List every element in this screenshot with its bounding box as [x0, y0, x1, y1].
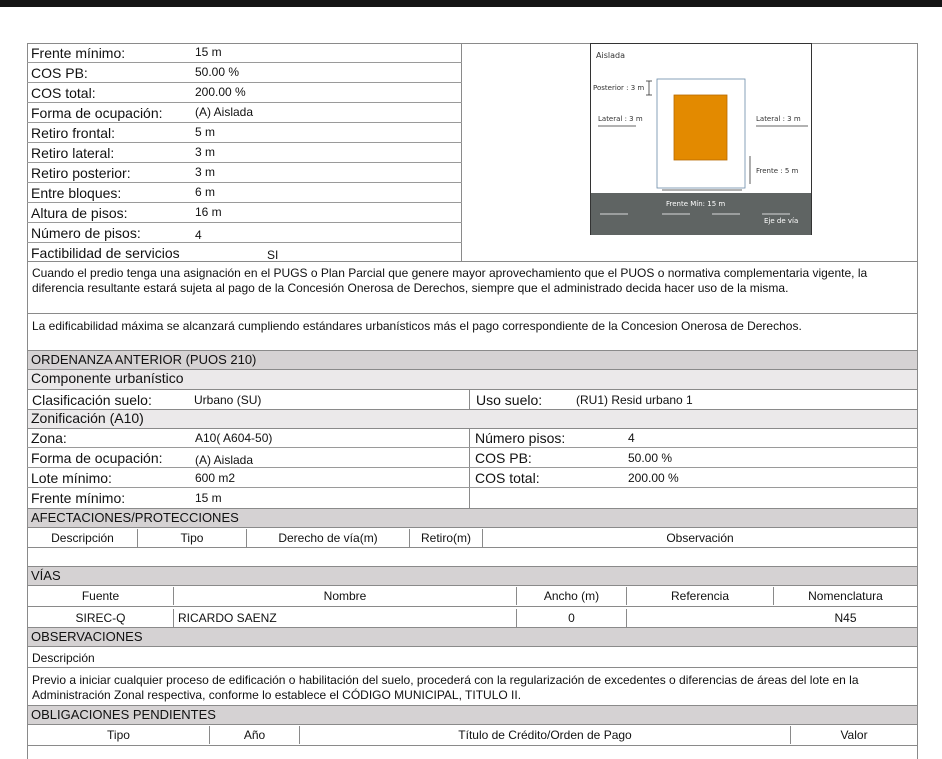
- param-row: [27, 163, 462, 183]
- clasificacion-row: [27, 389, 918, 410]
- note-1: Cuando el predio tenga una asignación en el PUGS o Plan Parcial que genere mayor aprovechamiento que el PUOS o normativa complementaria vigente, la diferencia resultante estará sujeta al pago de la Concesión Onerosa de Derechos, siempre que el administrado decida hacer uso de la misma.: [32, 266, 868, 295]
- col-nombre: Nombre: [174, 587, 517, 605]
- diagram-svg: [590, 43, 812, 241]
- afectaciones-empty-row: [27, 547, 918, 567]
- zona-right-label: Número pisos:: [475, 430, 566, 446]
- param-value: 3 m: [195, 165, 216, 179]
- note-2: La edificabilidad máxima se alcanzará cumpliendo estándares urbanísticos más el pago correspondiente de la Concesion Onerosa de Derechos.: [32, 319, 802, 333]
- observaciones-sub: [27, 646, 918, 668]
- componente-header: Componente urbanístico: [27, 369, 918, 390]
- param-value: 3 m: [195, 145, 216, 159]
- param-label: COS PB:: [31, 65, 88, 81]
- zona-right-label: COS total:: [475, 470, 540, 486]
- vias-row: [27, 606, 918, 628]
- zona-left-label: Zona:: [31, 430, 67, 446]
- col-nomenclatura: Nomenclatura: [808, 589, 883, 603]
- zona-left-value: A10( A604-50): [195, 431, 273, 445]
- col-referencia: Referencia: [627, 587, 774, 605]
- zona-left-value: 600 m2: [195, 471, 236, 485]
- param-row: [27, 223, 462, 243]
- note-box-2: [27, 313, 918, 351]
- zona-left-row: [27, 448, 469, 468]
- top-bar: [0, 0, 942, 7]
- param-value: 16 m: [195, 205, 222, 219]
- param-row: [27, 103, 462, 123]
- param-value: 50.00 %: [195, 65, 240, 79]
- anterior-header: ORDENANZA ANTERIOR (PUOS 210): [27, 350, 918, 370]
- param-value: SI: [267, 248, 279, 262]
- ocupacion-diagram: [590, 43, 812, 241]
- building-footprint: [674, 95, 727, 160]
- zona-right-value: 200.00 %: [628, 471, 679, 485]
- zona-right-label: COS PB:: [475, 450, 532, 466]
- uso-label: Uso suelo:: [476, 392, 543, 408]
- param-label: Frente mínimo:: [31, 45, 126, 61]
- vias-header: VÍAS: [27, 566, 918, 586]
- param-label: Factibilidad de servicios: [31, 245, 180, 261]
- posterior-label: Posterior : 3 m: [593, 84, 645, 92]
- clasificacion-label: Clasificación suelo:: [32, 392, 152, 408]
- param-row: [27, 63, 462, 83]
- frente-min-label: Frente Mín: 15 m: [666, 200, 726, 208]
- via-ancho: 0: [517, 609, 627, 627]
- param-value: 6 m: [195, 185, 216, 199]
- col-obl-tipo: Tipo: [28, 726, 210, 744]
- param-row: [27, 243, 462, 262]
- zona-right-value: 50.00 %: [628, 451, 673, 465]
- param-row: [27, 183, 462, 203]
- col-fuente: Fuente: [28, 587, 174, 605]
- via-nomenclatura: N45: [834, 611, 857, 625]
- param-label: Altura de pisos:: [31, 205, 128, 221]
- col-ancho: Ancho (m): [517, 587, 627, 605]
- param-label: Retiro posterior:: [31, 165, 131, 181]
- lateral-left-label: Lateral : 3 m: [598, 115, 643, 123]
- zona-left-value: (A) Aislada: [195, 453, 254, 467]
- diagram-title: Aislada: [596, 51, 625, 60]
- via-fuente: SIREC-Q: [28, 609, 174, 627]
- col-tipo: Tipo: [138, 529, 247, 547]
- param-label: Forma de ocupación:: [31, 105, 163, 121]
- param-value: 5 m: [195, 125, 216, 139]
- clasificacion-value: Urbano (SU): [194, 393, 262, 407]
- observaciones-descripcion-label: Descripción: [32, 651, 95, 665]
- zona-left-label: Forma de ocupación:: [31, 450, 163, 466]
- param-value: (A) Aislada: [195, 105, 254, 119]
- zona-left-row: [27, 488, 469, 508]
- zona-right-row: [469, 468, 918, 488]
- zona-right-row: [469, 428, 918, 448]
- col-descripcion: Descripción: [28, 529, 138, 547]
- col-retiro: Retiro(m): [410, 529, 483, 547]
- param-label: Retiro frontal:: [31, 125, 116, 141]
- zona-left-label: Frente mínimo:: [31, 490, 126, 506]
- param-row: [27, 203, 462, 223]
- col-obl-valor: Valor: [840, 728, 868, 742]
- zona-left-row: [27, 428, 469, 448]
- param-label: COS total:: [31, 85, 96, 101]
- param-label: Entre bloques:: [31, 185, 122, 201]
- param-label: Número de pisos:: [31, 225, 141, 241]
- zona-left-label: Lote mínimo:: [31, 470, 112, 486]
- param-row: [27, 43, 462, 63]
- zona-right-row: [469, 448, 918, 468]
- observaciones-header: OBSERVACIONES: [27, 627, 918, 647]
- param-row: [27, 123, 462, 143]
- via-nombre: RICARDO SAENZ: [174, 609, 517, 627]
- zona-right-value: 4: [628, 431, 635, 445]
- afectaciones-header: AFECTACIONES/PROTECCIONES: [27, 508, 918, 528]
- param-row: [27, 83, 462, 103]
- zona-left-row: [27, 468, 469, 488]
- zona-left-value: 15 m: [195, 491, 222, 505]
- col-derecho-via: Derecho de vía(m): [247, 529, 410, 547]
- col-observacion: Observación: [666, 531, 734, 545]
- param-value: 200.00 %: [195, 85, 246, 99]
- param-row: [27, 143, 462, 163]
- observaciones-text-box: [27, 667, 918, 706]
- lateral-right-label: Lateral : 3 m: [756, 115, 801, 123]
- param-value: 15 m: [195, 45, 222, 59]
- col-obl-titulo: Título de Crédito/Orden de Pago: [300, 726, 791, 744]
- uso-value: (RU1) Resid urbano 1: [576, 393, 693, 407]
- param-value: 4: [195, 228, 202, 242]
- col-obl-anio: Año: [210, 726, 300, 744]
- vias-columns: [27, 585, 918, 607]
- zonificacion-header: Zonificación (A10): [27, 409, 918, 429]
- frente-label: Frente : 5 m: [756, 167, 799, 175]
- obligaciones-header: OBLIGACIONES PENDIENTES: [27, 705, 918, 725]
- note-box-1: [27, 261, 918, 314]
- param-label: Retiro lateral:: [31, 145, 115, 161]
- observaciones-text: Previo a iniciar cualquier proceso de edificación o habilitación del suelo, procederá con la regularización de excedentes o diferencias de áreas del lote en la Administración Zonal respectiva, conforme lo establece el CÓDIGO MUNICIPAL, TITULO II.: [32, 673, 859, 702]
- afectaciones-columns: [27, 527, 918, 548]
- obligaciones-columns: [27, 724, 918, 746]
- eje-via-label: Eje de vía: [764, 217, 799, 225]
